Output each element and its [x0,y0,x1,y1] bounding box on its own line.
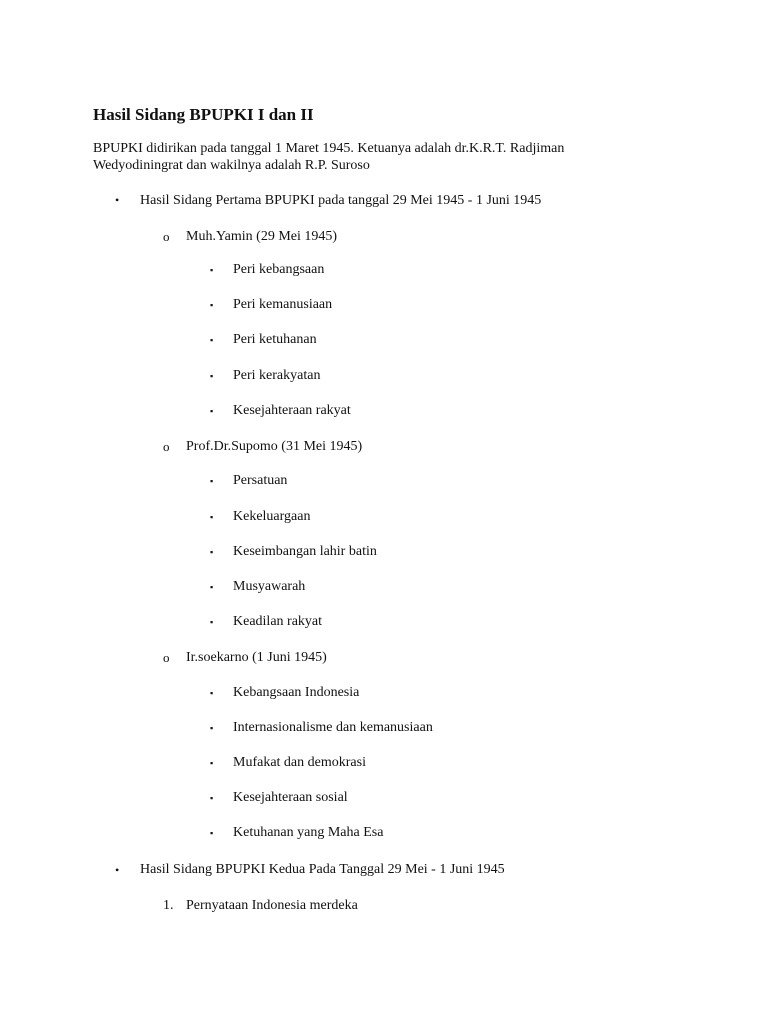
bullet-disc-icon: • [115,193,120,207]
bullet-disc-icon: • [115,863,120,877]
bullet-square-icon: ▪ [210,828,214,838]
list-item: Peri kemanusiaan [233,297,333,312]
list-item: Peri kerakyatan [233,368,321,383]
bullet-circle-icon: o [163,229,170,244]
bullet-square-icon: ▪ [210,371,214,381]
bullet-square-icon: ▪ [210,335,214,345]
list-item: Peri kebangsaan [233,262,325,277]
bullet-square-icon: ▪ [210,265,214,275]
bullet-square-icon: ▪ [210,793,214,803]
session2-heading: Hasil Sidang BPUPKI Kedua Pada Tanggal 29 Mei - 1 Juni 1945 [140,862,505,877]
list-item: Kesejahteraan rakyat [233,403,351,418]
list-item: Keseimbangan lahir batin [233,544,377,559]
speaker-name: Muh.Yamin (29 Mei 1945) [186,229,338,244]
list-item: Pernyataan Indonesia merdeka [186,898,358,913]
list-number: 1. [163,898,174,913]
bullet-square-icon: ▪ [210,617,214,627]
bullet-square-icon: ▪ [210,758,214,768]
session1-heading: Hasil Sidang Pertama BPUPKI pada tanggal 29 Mei 1945 - 1 Juni 1945 [140,193,542,208]
intro-paragraph: BPUPKI didirikan pada tanggal 1 Maret 1945. Ketuanya adalah dr.K.R.T. Radjiman Wedyodiningrat dan wakilnya adalah R.P. Suroso [93,141,565,173]
list-item: Keadilan rakyat [233,614,323,629]
bullet-square-icon: ▪ [210,300,214,310]
bullet-square-icon: ▪ [210,688,214,698]
document-title: Hasil Sidang BPUPKI I dan II [93,105,314,124]
bullet-square-icon: ▪ [210,512,214,522]
list-item: Kesejahteraan sosial [233,790,348,805]
list-item: Ketuhanan yang Maha Esa [233,825,384,840]
bullet-square-icon: ▪ [210,723,214,733]
bullet-circle-icon: o [163,439,170,454]
bullet-square-icon: ▪ [210,476,214,486]
list-item: Internasionalisme dan kemanusiaan [233,720,433,735]
list-item: Kebangsaan Indonesia [233,685,360,700]
bullet-square-icon: ▪ [210,582,214,592]
speaker-name: Ir.soekarno (1 Juni 1945) [186,650,327,665]
list-item: Mufakat dan demokrasi [233,755,366,770]
bullet-square-icon: ▪ [210,406,214,416]
list-item: Musyawarah [233,579,306,594]
list-item: Persatuan [233,473,288,488]
speaker-name: Prof.Dr.Supomo (31 Mei 1945) [186,439,363,454]
list-item: Kekeluargaan [233,509,311,524]
list-item: Peri ketuhanan [233,332,317,347]
bullet-circle-icon: o [163,650,170,665]
bullet-square-icon: ▪ [210,547,214,557]
